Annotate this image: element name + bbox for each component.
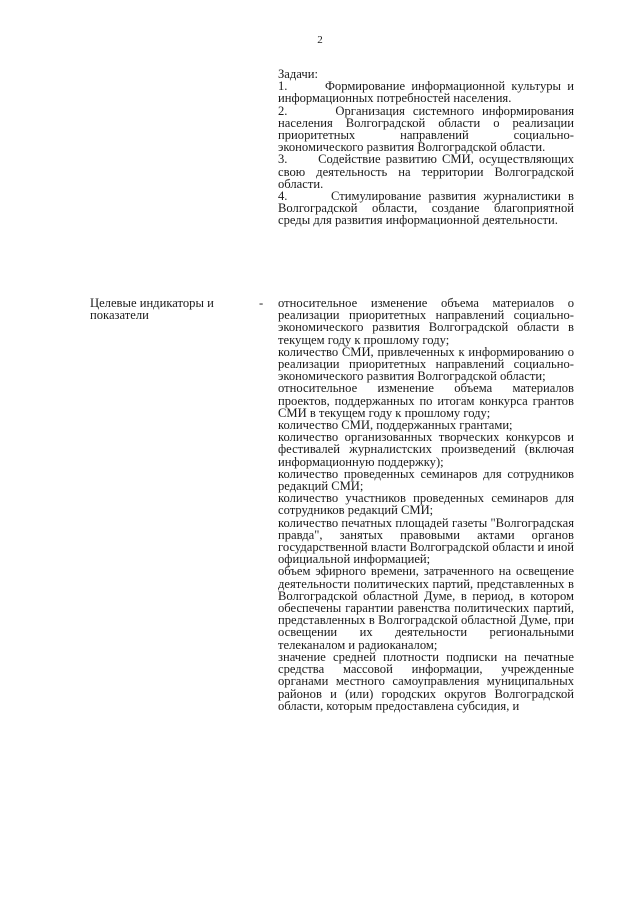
indicator-item: относительное изменение объема материалов проектов, поддержанных по итогам конкурса грантов СМИ в текущем году к прошлому году; xyxy=(278,381,574,420)
tasks-heading: Задачи: xyxy=(278,67,318,81)
tasks-block xyxy=(278,68,574,227)
indicator-item: количество организованных творческих конкурсов и фестивалей журналистских произведений (включая информационную поддержку); xyxy=(278,430,574,469)
indicator-item: относительное изменение объема материалов о реализации приоритетных направлений социально-экономического развития Волгоградской области в текущем году к прошлому году; xyxy=(278,296,574,347)
indicator-item: количество СМИ, поддержанных грантами; xyxy=(278,418,513,433)
indicator-item: количество СМИ, привлеченных к информированию о реализации приоритетных направлений социально-экономического развития Волгоградской области; xyxy=(278,344,574,384)
indicators-list xyxy=(278,297,574,712)
indicator-item: количество проведенных семинаров для сотрудников редакций СМИ; xyxy=(278,466,574,494)
task-item: 2. Организация системного информирования населения Волгоградской области о реализации приоритетных направлений социально-экономического развития Волгоградской области. xyxy=(278,103,574,155)
indicator-item: объем эфирного времени, затраченного на освещение деятельности политических партий, представленных в Волгоградской областной Думе, в период, в котором обеспечены гарантии равенства политических партий, представленных в Волгоградской областной Думе, при освещении их деятельности региональными телеканалом и радиоканалом; xyxy=(278,564,574,652)
page-number: 2 xyxy=(317,34,323,46)
task-item: 3. Содействие развитию СМИ, осуществляющих свою деятельность на территории Волгоградской области. xyxy=(278,152,574,191)
task-item: 1. Формирование информационной культуры и информационных потребностей населения. xyxy=(278,79,574,106)
indicator-item: количество печатных площадей газеты "Волгоградская правда", занятых правовыми актами органов государственной власти Волгоградской области и иной официальной информацией; xyxy=(278,515,574,567)
indicator-item: количество участников проведенных семинаров для сотрудников редакций СМИ; xyxy=(278,491,574,518)
indicators-label: Целевые индикаторы и показатели xyxy=(90,296,214,323)
indicator-item: значение средней плотности подписки на печатные средства массовой информации, учрежденные органами местного самоуправления муниципальных районов и (или) городских округов Волгоградской области, которым предоставлена субсидия, и xyxy=(278,649,574,713)
indicators-dash: - xyxy=(259,296,264,310)
task-item: 4. Стимулирование развития журналистики в Волгоградской области, создание благоприятной среды для развития информационной деятельности. xyxy=(278,189,574,228)
